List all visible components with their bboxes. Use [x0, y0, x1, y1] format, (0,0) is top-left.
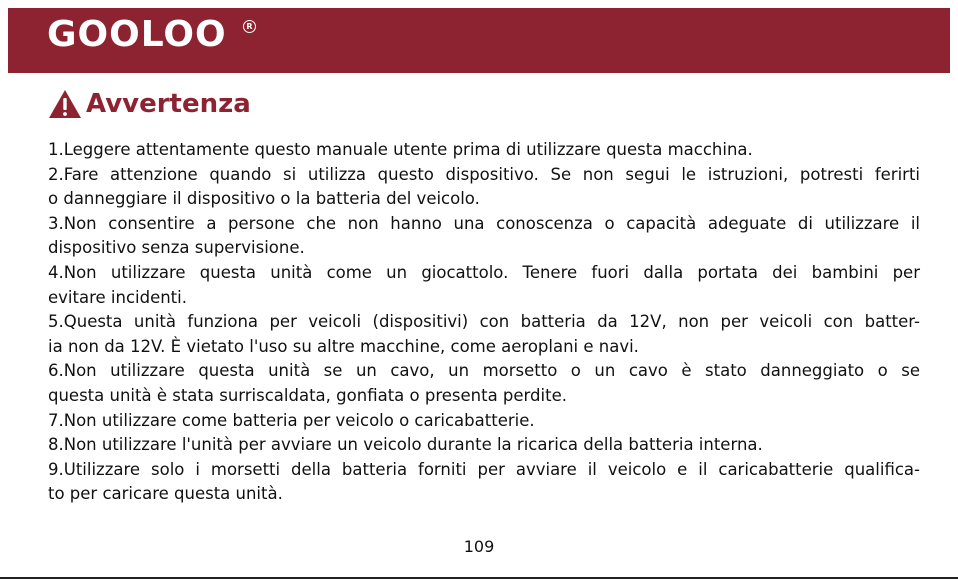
text-line: o danneggiare il dispositivo o la batteria del veicolo.: [48, 189, 480, 209]
text-line: 5.Questa unità funziona per veicoli (dispositivi) con batteria da 12V, non per veicoli con batter-: [48, 312, 920, 332]
registered-mark: R: [243, 20, 256, 33]
text-line: dispositivo senza supervisione.: [48, 238, 305, 258]
text-line: 7.Non utilizzare come batteria per veicolo o caricabatterie.: [48, 410, 535, 430]
warning-heading: [48, 86, 251, 122]
text-line: 4.Non utilizzare questa unità come un giocattolo. Tenere fuori dalla portata dei bambini per: [48, 262, 920, 282]
text-line: 3.Non consentire a persone che non hanno una conoscenza o capacità adeguate di utilizzare il: [48, 213, 920, 233]
text-line: 1.Leggere attentamente questo manuale utente prima di utilizzare questa macchina.: [48, 140, 753, 159]
text-line: 9.Utilizzare solo i morsetti della batteria forniti per avviare il veicolo e il caricabatterie qualifica-: [48, 459, 920, 479]
text-line: ia non da 12V. È vietato l'uso su altre macchine, come aeroplani e navi.: [48, 336, 639, 356]
text-line: 8.Non utilizzare l'unità per avviare un veicolo durante la ricarica della batteria interna.: [48, 435, 763, 455]
page-number: 109: [463, 537, 495, 556]
brand-logo: GOOLOO: [47, 13, 227, 55]
warning-list: [48, 138, 920, 507]
section-title: Avvertenza: [86, 89, 251, 119]
text-line: 6.Non utilizzare questa unità se un cavo, un morsetto o un cavo è stato danneggiato o se: [48, 361, 920, 381]
footer-divider: [0, 577, 958, 579]
warning-icon: [48, 89, 82, 119]
text-line: questa unità è stata surriscaldata, gonfiata o presenta perdite.: [48, 385, 567, 405]
text-line: evitare incidenti.: [48, 287, 187, 307]
text-line: to per caricare questa unità.: [48, 484, 283, 504]
text-line: 2.Fare attenzione quando si utilizza questo dispositivo. Se non segui le istruzioni, potresti ferirti: [48, 164, 920, 184]
